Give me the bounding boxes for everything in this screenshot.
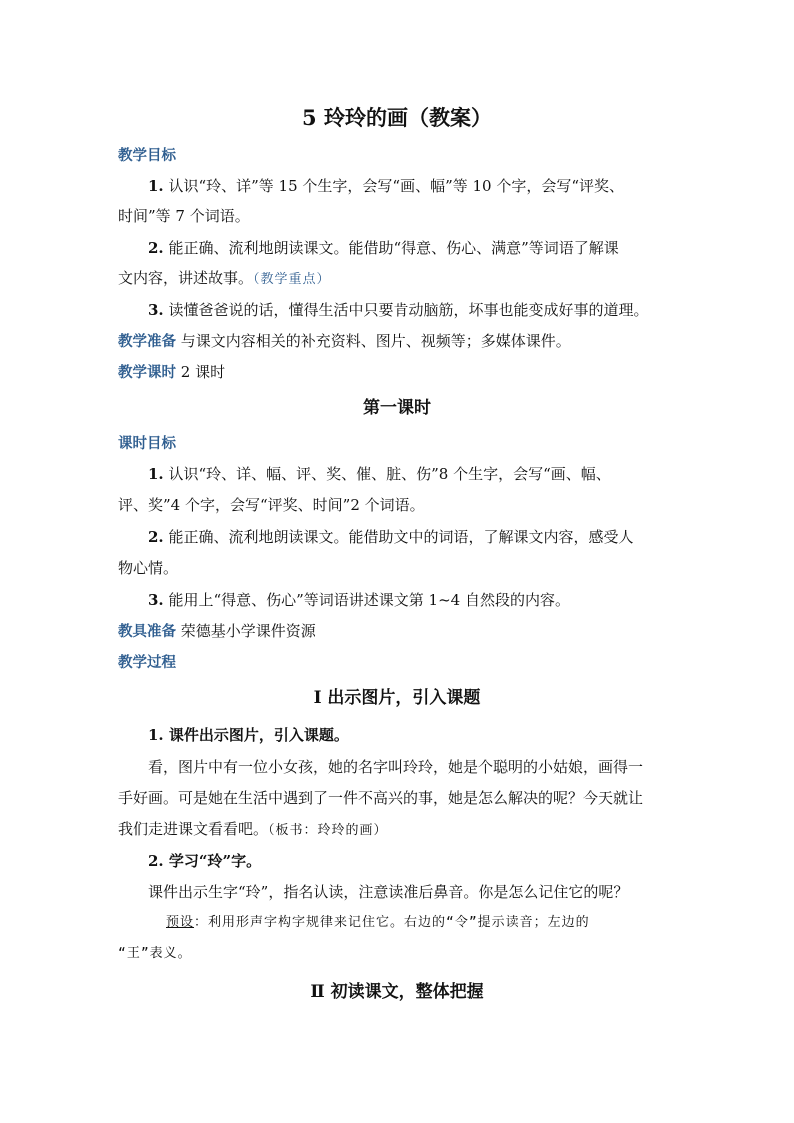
lesson-goal-2-line-2: 物心情。	[118, 559, 179, 577]
step2-line	[148, 851, 676, 871]
tools-line	[118, 621, 676, 642]
lesson-goal-2-number: 2.	[148, 528, 164, 546]
para2-line: 课件出示生字“玲”，指名认读，注意读准后鼻音。你是怎么记住它的呢？	[148, 883, 629, 901]
step1-text: 课件出示图片，引入课题。	[163, 726, 349, 744]
lesson-goal-1-line-2: 评、奖”4 个字，会写“评奖、时间”2 个词语。	[118, 496, 425, 514]
goal-3-text: 读懂爸爸说的话，懂得生活中只要肯动脑筋，坏事也能变成好事的道理。	[163, 301, 649, 319]
lesson-goal-3-text: 能用上“得意、伤心”等词语讲述课文第 1~4 自然段的内容。	[163, 591, 570, 609]
goal-3-number: 3.	[148, 301, 164, 319]
preset-label: 预设	[166, 915, 195, 930]
lesson1-title: 第一课时	[363, 398, 431, 418]
lesson-goal-1-text: 认识“玲、详、幅、评、奖、催、脏、伤”8 个生字，会写“画、幅、	[163, 465, 611, 483]
goal-2-line-2	[118, 268, 676, 290]
hours-text: 2 课时	[176, 363, 226, 381]
lesson-goal-3-number: 3.	[148, 591, 164, 609]
goal-1-line-2: 时间”等 7 个词语。	[118, 207, 250, 225]
para1-text-3: 我们走进课文看看吧。	[118, 820, 269, 838]
goals-heading: 教学目标	[118, 148, 176, 164]
para1-line-2: 手好画。可是她在生活中遇到了一件不高兴的事，她是怎么解决的呢？今天就让	[118, 789, 644, 807]
board-note: （板书：玲玲的画）	[268, 823, 388, 838]
lesson-goal-3-line-1	[148, 590, 676, 610]
para1-line-3	[118, 819, 676, 841]
preset-line-1	[166, 913, 676, 933]
goal-2-number: 2.	[148, 239, 164, 257]
goal-2-text-2: 文内容，讲述故事。	[118, 269, 254, 287]
goal-3-line-1	[148, 300, 676, 320]
prep-text: 与课文内容相关的补充资料、图片、视频等；多媒体课件。	[176, 332, 571, 350]
lesson-goal-1-line-1	[148, 464, 676, 484]
para1-line-1: 看，图片中有一位小女孩，她的名字叫玲玲，她是个聪明的小姑娘，画得一	[148, 758, 644, 776]
lesson-goal-2-line-1	[148, 527, 676, 547]
hours-label: 教学课时	[118, 365, 176, 381]
step2-number: 2.	[148, 852, 164, 870]
tools-label: 教具准备	[118, 624, 176, 640]
process-heading: 教学过程	[118, 655, 176, 671]
key-point-note: （教学重点）	[253, 272, 331, 287]
goal-1-text: 认识“玲、详”等 15 个生字，会写“画、幅”等 10 个字，会写“评奖、	[163, 177, 625, 195]
hours-line	[118, 362, 676, 383]
prep-label: 教学准备	[118, 334, 176, 350]
step1-number: 1.	[148, 726, 164, 744]
tools-text: 荣德基小学课件资源	[176, 622, 316, 640]
part1-title: Ⅰ 出示图片，引入课题	[313, 688, 481, 708]
step2-text: 学习“玲”字。	[163, 852, 262, 870]
lesson-goal-1-number: 1.	[148, 465, 164, 483]
step1-line	[148, 725, 676, 745]
goal-2-line-1	[148, 238, 676, 258]
lesson-goals-heading: 课时目标	[118, 436, 176, 452]
preset-text-1: ：利用形声字构字规律来记住它。右边的“令”提示读音；左边的	[194, 915, 590, 930]
goal-1-line-1	[148, 176, 676, 196]
part2-title: Ⅱ 初读课文，整体把握	[310, 982, 484, 1002]
prep-line	[118, 331, 676, 352]
goal-2-text: 能正确、流利地朗读课文。能借助“得意、伤心、满意”等词语了解课	[163, 239, 619, 257]
goal-1-number: 1.	[148, 177, 164, 195]
preset-line-2: “王”表义。	[118, 946, 192, 961]
page-title: 5 玲玲的画（教案）	[302, 105, 492, 130]
lesson-goal-2-text: 能正确、流利地朗读课文。能借助文中的词语，了解课文内容，感受人	[163, 528, 634, 546]
